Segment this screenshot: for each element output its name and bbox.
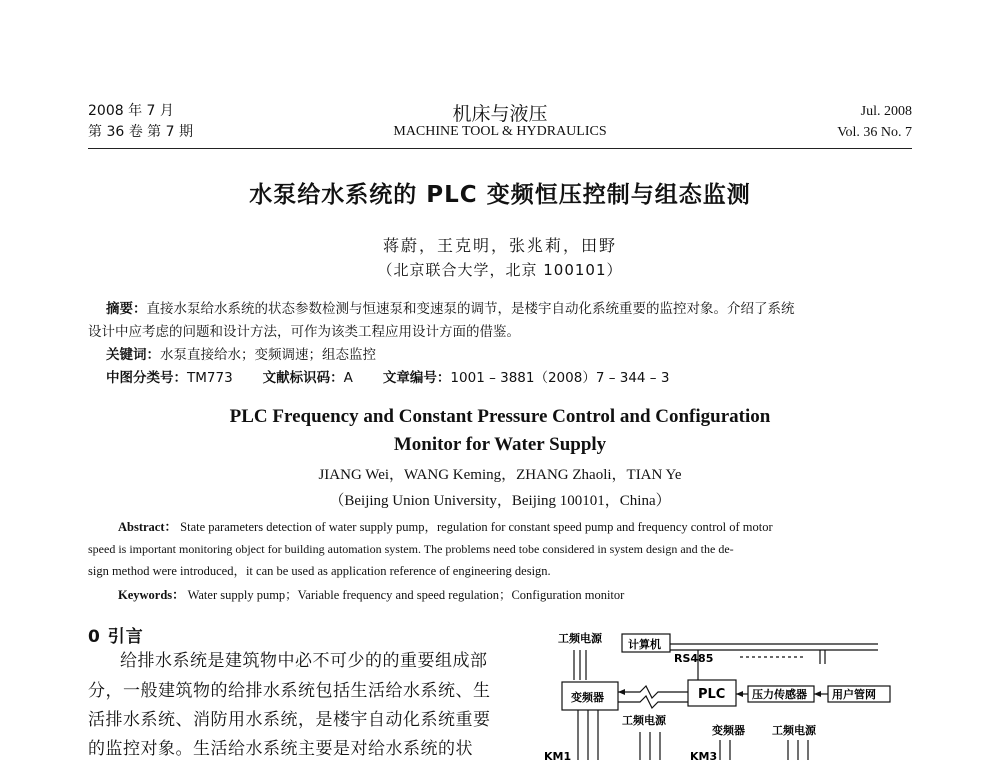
journal-title-en: MACHINE TOOL & HYDRAULICS [393,124,607,139]
keywords-cn: 关键词：水泵直接给水；变频调速；组态监控 [106,347,376,363]
affiliation-cn: （北京联合大学，北京 100101） [377,261,623,279]
keywords-en: Keywords： Water supply pump；Variable frequency and speed regulation；Configuration monitor [118,588,625,602]
paper-title-en-line2: Monitor for Water Supply [393,434,607,455]
arrowhead-plc [736,691,743,697]
section-heading-intro: 0 引言 [88,627,144,647]
body-line-3: 活排水系统、消防用水系统，是楼宇自动化系统重要 [88,710,491,730]
label-plc: PLC [698,687,726,702]
label-power1: 工频电源 [558,632,602,645]
signal-line-1 [618,686,688,698]
label-inverter1: 变频器 [571,691,604,704]
header-volume-cn: 第 36 卷 第 7 期 [88,124,193,140]
arrowhead-inverter [618,689,625,695]
label-inverter2: 变频器 [712,724,745,737]
abstract-en-label: Abstract： [118,520,178,534]
label-power3: 工频电源 [772,724,816,737]
authors-en: JIANG Wei，WANG Keming，ZHANG Zhaoli，TIAN Ye [318,467,682,483]
label-km3: KM3 [690,750,718,760]
paper-title-en-line1: PLC Frequency and Constant Pressure Control and Configuration [229,406,771,427]
label-computer: 计算机 [628,638,661,651]
paper-title-cn: 水泵给水系统的 PLC 变频恒压控制与组态监测 [249,182,751,208]
header-volume-en: Vol. 36 No. 7 [837,125,912,140]
abstract-cn-line2: 设计中应考虑的问题和设计方法，可作为该类工程应用设计方面的借鉴。 [88,324,520,340]
label-pressure-sensor: 压力传感器 [752,688,807,701]
header-date-en: Jul. 2008 [860,104,912,119]
header-rule [88,148,912,149]
body-line-1: 给排水系统是建筑物中必不可少的的重要组成部 [120,651,488,671]
label-power2: 工频电源 [622,714,666,727]
journal-title-cn: 机床与液压 [452,103,548,125]
abstract-en-line1: Abstract： State parameters detection of water supply pump，regulation for constant speed pump and frequency control of motor [118,520,773,534]
abstract-cn-label: 摘要： [106,301,147,317]
affiliation-en: （Beijing Union University，Beijing 100101，China） [329,493,671,509]
label-rs485: RS485 [674,652,714,665]
classification-line: 中图分类号：TM773 文献标识码：A 文章编号：1001 – 3881（2008）7 – 344 – 3 [106,370,670,386]
authors-cn: 蒋蔚，王克明，张兆莉，田野 [382,236,617,255]
header-date-cn: 2008 年 7 月 [88,103,174,119]
abstract-en-line2: speed is important monitoring object for building automation system. The problems need tobe considered in system design and the de- [88,542,734,556]
body-line-4: 的监控对象。生活给水系统主要是对给水系统的状 [88,739,473,759]
abstract-cn-line1: 摘要：直接水泵给水系统的状态参数检测与恒速泵和变速泵的调节，是楼宇自动化系统重要的监控对象。介绍了系统 [106,301,795,317]
label-user-network: 用户管网 [832,688,876,701]
abstract-en-line3: sign method were introduced，it can be used as application reference of engineering design. [88,564,551,578]
body-line-2: 分，一般建筑物的给排水系统包括生活给水系统、生 [88,681,491,701]
arrowhead-sensor [814,691,821,697]
system-diagram [540,620,920,760]
label-km1: KM1 [544,750,572,760]
